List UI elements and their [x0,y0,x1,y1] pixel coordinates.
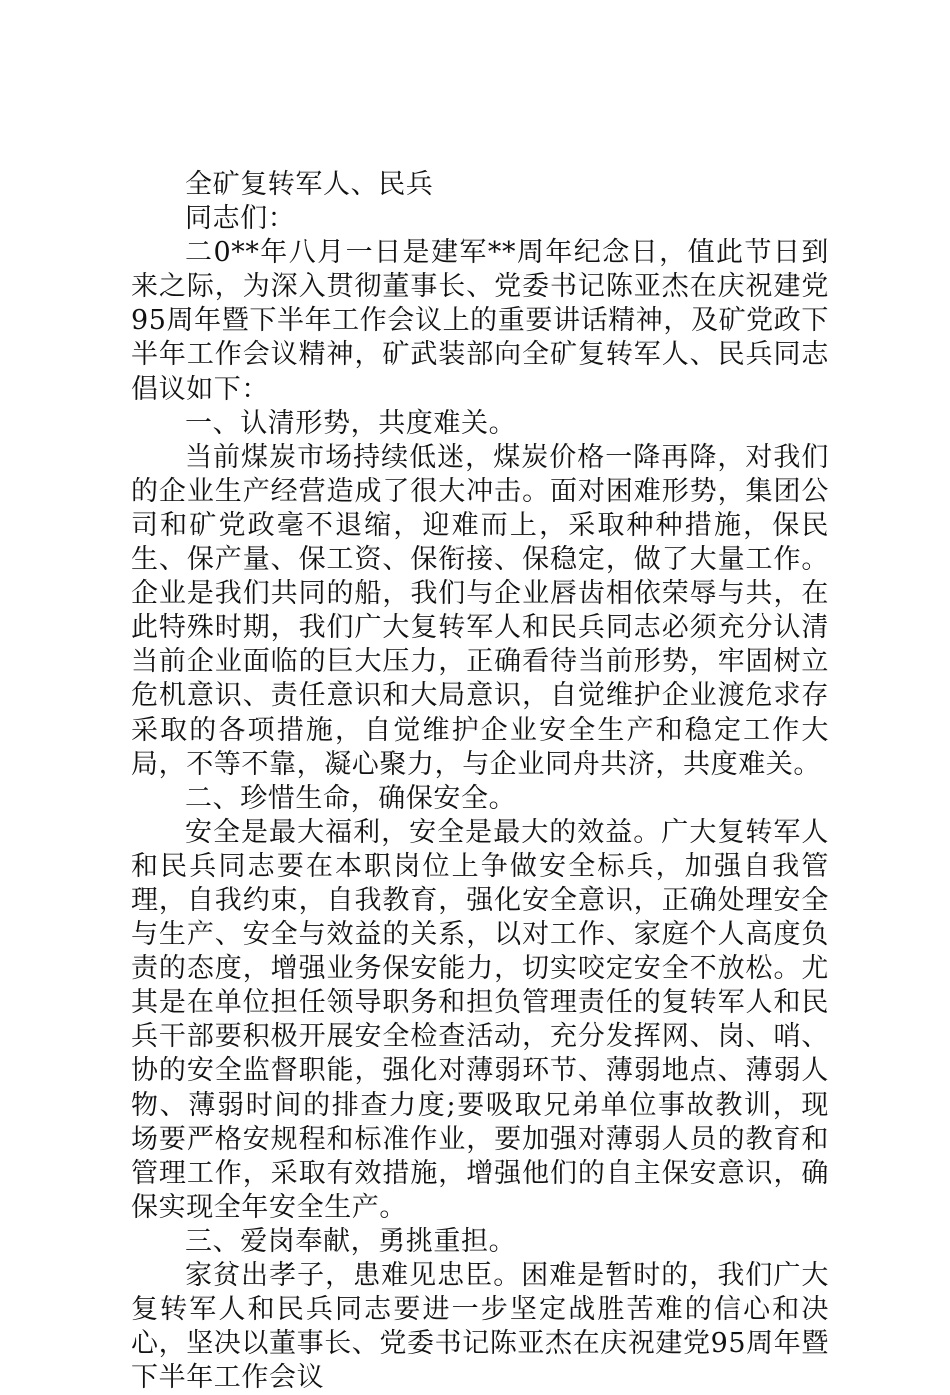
section-2-heading: 二、珍惜生命，确保安全。 [185,782,517,814]
addressee-line-1: 全矿复转军人、民兵 [185,169,434,200]
section-1-body: 当前煤炭市场持续低迷，煤炭价格一降再降，对我们的企业生产经营造成了很大冲击。面对困难形势，集团公司和矿党政毫不退缩，迎难而上，采取种种措施，保民生、保产量、保工资、保衔接、保稳定，做了大量工作。企业是我们共同的船，我们与企业唇齿相依荣辱与共，在此特殊时期，我们广大复转军人和民兵同志必须充分认清当前企业面临的巨大压力，正确看待当前形势，牢固树立危机意识、责任意识和大局意识，自觉维护企业渡危求存采取的各项措施，自觉维护企业安全生产和稳定工作大局，不等不靠，凝心聚力，与企业同舟共济，共度难关。 [131,441,829,780]
salutation: 同志们： [185,203,296,235]
section-3-body: 家贫出孝子，患难见忠臣。困难是暂时的，我们广大复转军人和民兵同志要进一步坚定战胜苦难的信心和决心，坚决以董事长、党委书记陈亚杰在庆祝建党95周年暨下半年工作会议 [131,1260,829,1394]
section-3-heading: 三、爱岗奉献，勇挑重担。 [185,1225,517,1257]
document-page [131,168,829,1395]
section-2-body: 安全是最大福利，安全是最大的效益。广大复转军人和民兵同志要在本职岗位上争做安全标兵，加强自我管理，自我约束，自我教育，强化安全意识，正确处理安全与生产、安全与效益的关系，以对工作、家庭个人高度负责的态度，增强业务保安能力，切实咬定安全不放松。尤其是在单位担任领导职务和担负管理责任的复转军人和民兵干部要积极开展安全检查活动，充分发挥网、岗、哨、协的安全监督职能，强化对薄弱环节、薄弱地点、薄弱人物、薄弱时间的排查力度;要吸取兄弟单位事故教训，现场要严格安规程和标准作业，要加强对薄弱人员的教育和管理工作，采取有效措施，增强他们的自主保安意识，确保实现全年安全生产。 [131,816,829,1223]
intro-paragraph: 二0**年八月一日是建军**周年纪念日，值此节日到来之际，为深入贯彻董事长、党委书记陈亚杰在庆祝建党95周年暨下半年工作会议上的重要讲话精神，及矿党政下半年工作会议精神，矿武装部向全矿复转军人、民兵同志倡议如下： [131,237,829,405]
section-1-heading: 一、认清形势，共度难关。 [185,407,517,439]
